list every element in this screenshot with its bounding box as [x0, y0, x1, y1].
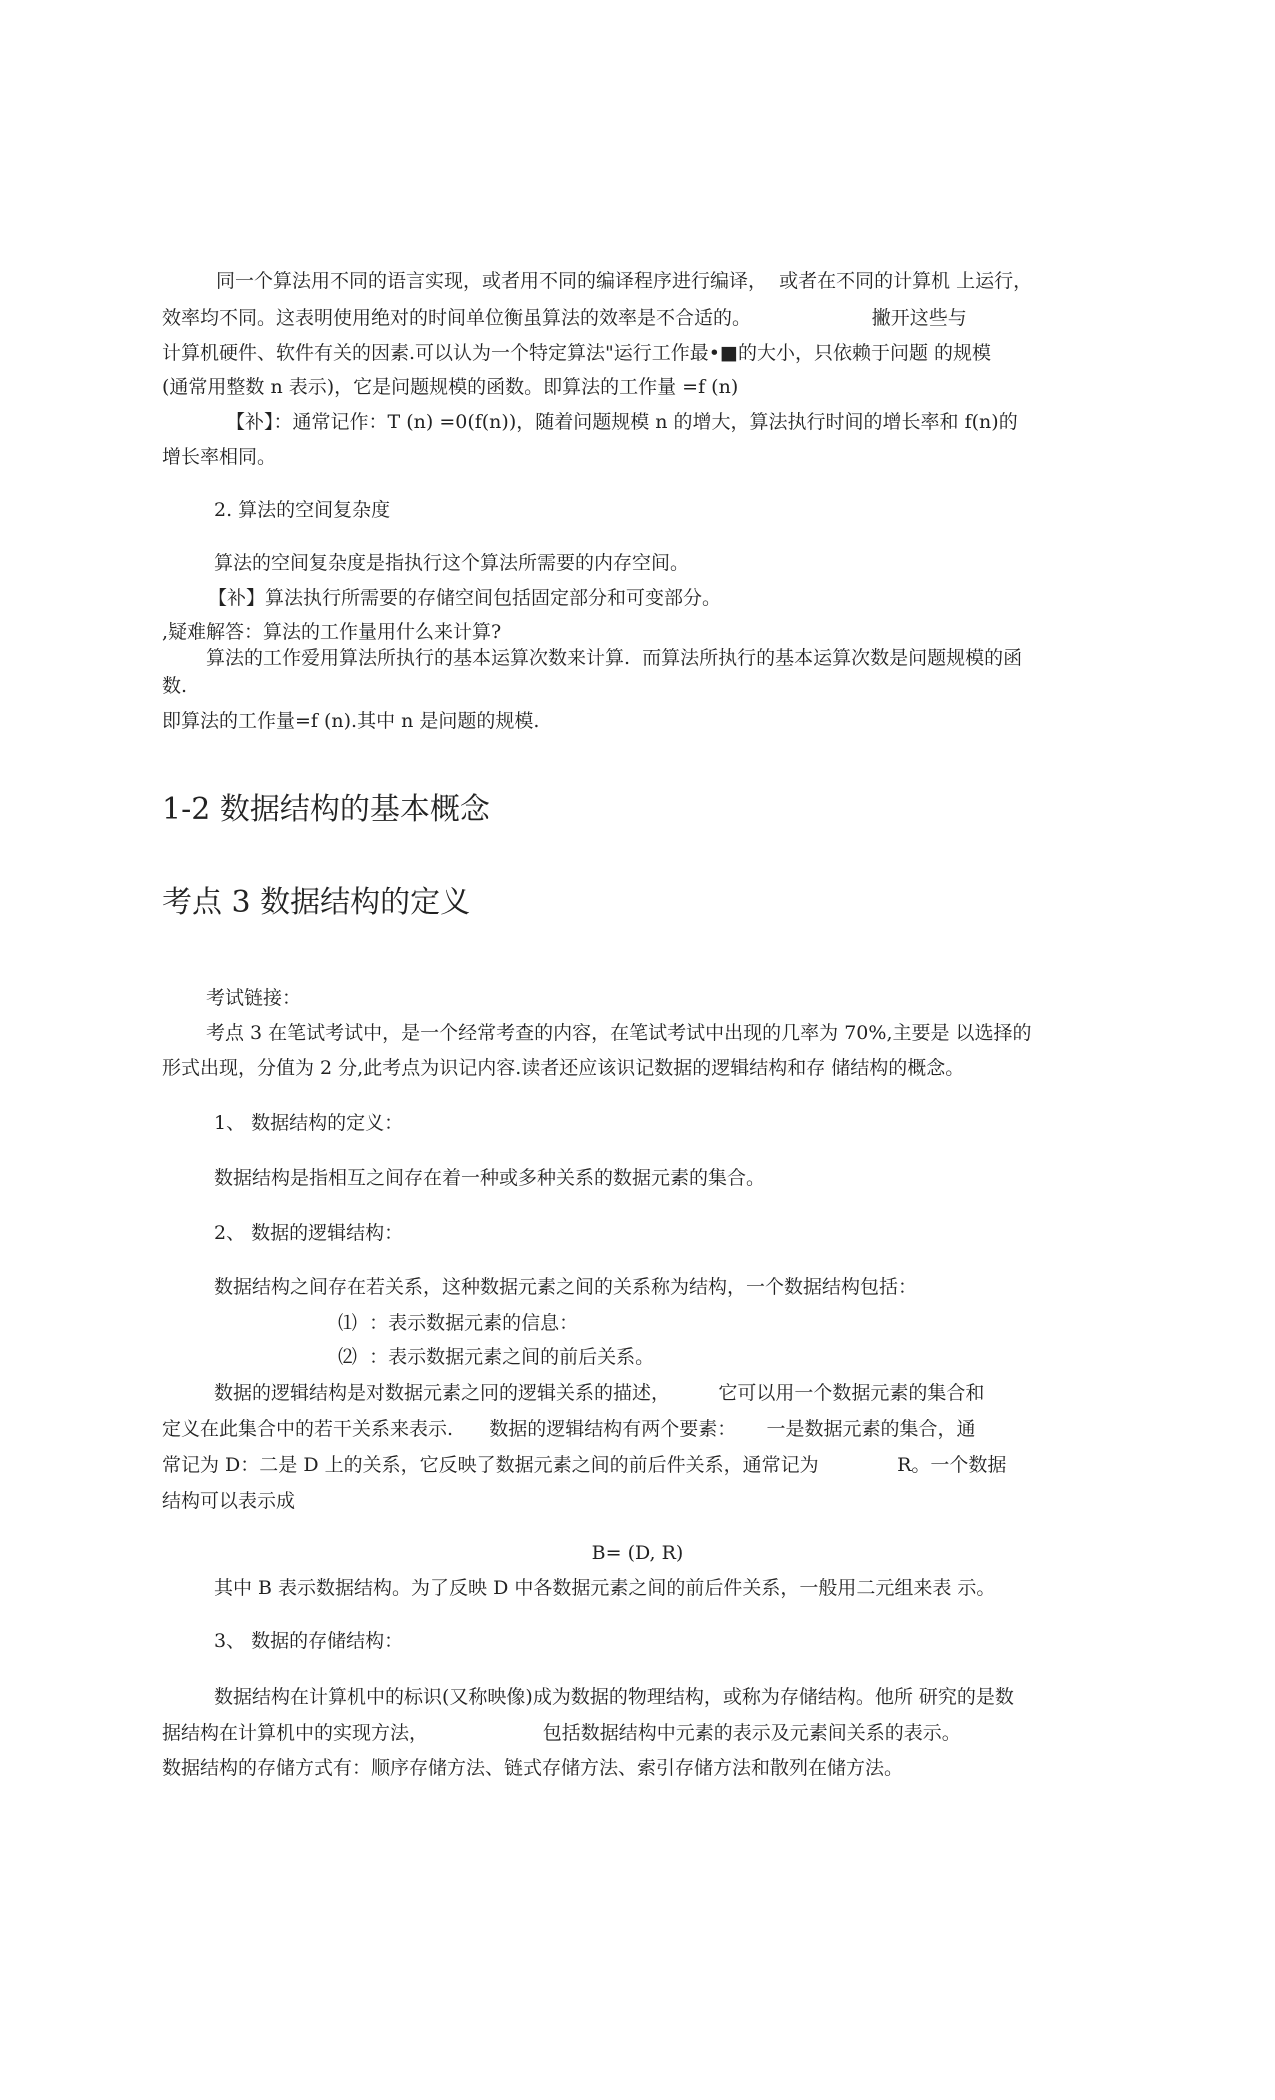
- paragraph-line: 常记为 D：二是 D 上的关系，它反映了数据元素之间的前后件关系，通常记为 R。一个数据: [162, 1454, 1007, 1476]
- paragraph-line: 考点 3 在笔试考试中，是一个经常考查的内容，在笔试考试中出现的几率为 70%,主要是 以选择的: [206, 1022, 1032, 1044]
- paragraph-line: 【补】算法执行所需要的存储空间包括固定部分和可变部分。: [208, 587, 722, 609]
- paragraph-line: 定义在此集合中的若干关系来表示. 数据的逻辑结构有两个要素： 一是数据元素的集合，通: [162, 1418, 976, 1440]
- list-item: 1、 数据结构的定义：: [214, 1112, 404, 1134]
- section-subtitle: 2. 算法的空间复杂度: [214, 499, 391, 521]
- paragraph-line: 算法的工作爱用算法所执行的基本运算次数来计算. 而算法所执行的基本运算次数是问题规模的函: [206, 647, 1023, 669]
- paragraph-line: 数据结构之间存在若关系，这种数据元素之间的关系称为结构，一个数据结构包括：: [214, 1276, 918, 1298]
- paragraph-line: 数据结构在计算机中的标识(又称映像)成为数据的物理结构，或称为存储结构。他所 研究的是数: [214, 1686, 1014, 1708]
- formula: B= (D, R): [591, 1542, 684, 1564]
- paragraph-line: 结构可以表示成: [162, 1490, 296, 1512]
- paragraph-line: 考试链接：: [206, 987, 302, 1009]
- paragraph-line: 数.: [162, 675, 188, 697]
- paragraph-line: 即算法的工作量=f (n).其中 n 是问题的规模.: [162, 710, 540, 732]
- paragraph-line: 【补】：通常记作：T (n) =0(f(n))，随着问题规模 n 的增大，算法执行时间的增长率和 f(n)的: [226, 411, 1018, 433]
- list-item: 3、 数据的存储结构：: [214, 1630, 404, 1652]
- paragraph-line: 据结构在计算机中的实现方法， 包括数据结构中元素的表示及元素间关系的表示。: [162, 1722, 961, 1744]
- paragraph-line: 同一个算法用不同的语言实现，或者用不同的编译程序进行编译， 或者在不同的计算机 上运行，: [216, 270, 1033, 292]
- list-item: 2、 数据的逻辑结构：: [214, 1222, 404, 1244]
- sub-item: ⑴ ：表示数据元素的信息：: [338, 1312, 579, 1334]
- paragraph-line: 效率均不同。这表明使用绝对的时间单位衡虽算法的效率是不合适的。 撇开这些与: [162, 307, 967, 329]
- paragraph-line: 计算机硬件、软件有关的因素.可以认为一个特定算法"运行工作最•■的大小，只依赖于问题 的规模: [162, 342, 991, 364]
- paragraph-line: (通常用整数 n 表示)，它是问题规模的函数。即算法的工作量 =f (n): [162, 376, 739, 398]
- paragraph-line: 数据结构的存储方式有：顺序存储方法、链式存储方法、索引存储方法和散列在储方法。: [162, 1757, 904, 1779]
- paragraph-line: ,疑难解答：算法的工作量用什么来计算?: [162, 621, 502, 643]
- paragraph-line: 算法的空间复杂度是指执行这个算法所需要的内存空间。: [214, 552, 690, 574]
- paragraph-line: 形式出现，分值为 2 分,此考点为识记内容.读者还应该识记数据的逻辑结构和存 储结构的概念。: [162, 1057, 965, 1079]
- section-heading: 考点 3 数据结构的定义: [162, 885, 471, 920]
- section-heading: 1-2 数据结构的基本概念: [162, 792, 490, 827]
- paragraph-line: 数据结构是指相互之间存在着一种或多种关系的数据元素的集合。: [214, 1167, 766, 1189]
- paragraph-line: 增长率相同。: [162, 446, 277, 468]
- paragraph-line: 数据的逻辑结构是对数据元素之冋的逻辑关系的描述， 它可以用一个数据元素的集合和: [214, 1382, 985, 1404]
- sub-item: ⑵ ：表示数据元素之间的前后关系。: [338, 1346, 655, 1368]
- paragraph-line: 其中 B 表示数据结构。为了反映 D 中各数据元素之间的前后件关系，一般用二元组来表 示。: [214, 1577, 996, 1599]
